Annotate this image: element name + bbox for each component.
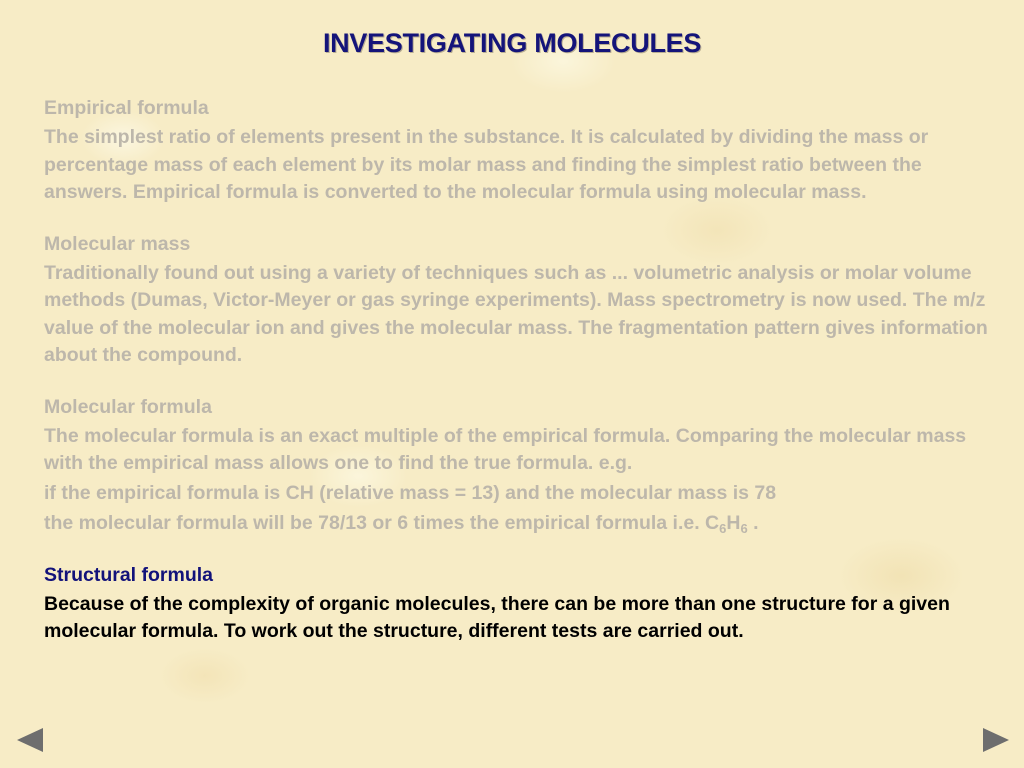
page-title: INVESTIGATING MOLECULES — [322, 28, 702, 58]
slide-content — [44, 94, 1004, 669]
section-heading: Molecular formula — [44, 395, 212, 418]
triangle-right-icon[interactable] — [983, 728, 1009, 752]
section-molecular-mass — [44, 230, 1004, 370]
section-heading: Empirical formula — [44, 97, 209, 119]
section-text: Because of the complexity of organic molecules, there can be more than one structure for a given molecular formula. To work out the structure, different tests are carried out. — [44, 592, 950, 642]
subscript: 6 — [719, 520, 727, 536]
section-heading: Structural formula — [44, 563, 214, 586]
example-text: the molecular formula will be 78/13 or 6 times the empirical formula i.e. C — [44, 511, 720, 534]
section-empirical-formula — [44, 94, 1004, 207]
section-text: The simplest ratio of elements present in the substance. It is calculated by dividing the mass or percentage mass of each element by its molar mass and finding the simplest ratio between the answers. Empirical formula is converted to the molecular formula using molecular mass. — [44, 126, 929, 203]
section-structural-formula — [44, 561, 1004, 646]
example-end: . — [747, 511, 759, 534]
section-molecular-formula — [44, 393, 1004, 538]
element-symbol: H — [726, 511, 741, 534]
example-line — [44, 508, 1004, 538]
section-text: Traditionally found out using a variety of techniques such as ... volumetric analysis or molar volume methods (Dumas, Victor-Meyer or gas syringe experiments). Mass spectrometry is now used. The m/z value of the molecular ion and gives the molecular mass. The fragmentation pattern gives information about the compound. — [44, 261, 988, 366]
example-line: if the empirical formula is CH (relative mass = 13) and the molecular mass is 78 — [44, 481, 777, 504]
section-heading: Molecular mass — [44, 232, 191, 255]
section-text: The molecular formula is an exact multiple of the empirical formula. Comparing the molecular mass with the empirical mass allows one to find the true formula. e.g. — [44, 424, 967, 474]
subscript: 6 — [740, 520, 748, 536]
triangle-left-icon[interactable] — [17, 728, 43, 752]
